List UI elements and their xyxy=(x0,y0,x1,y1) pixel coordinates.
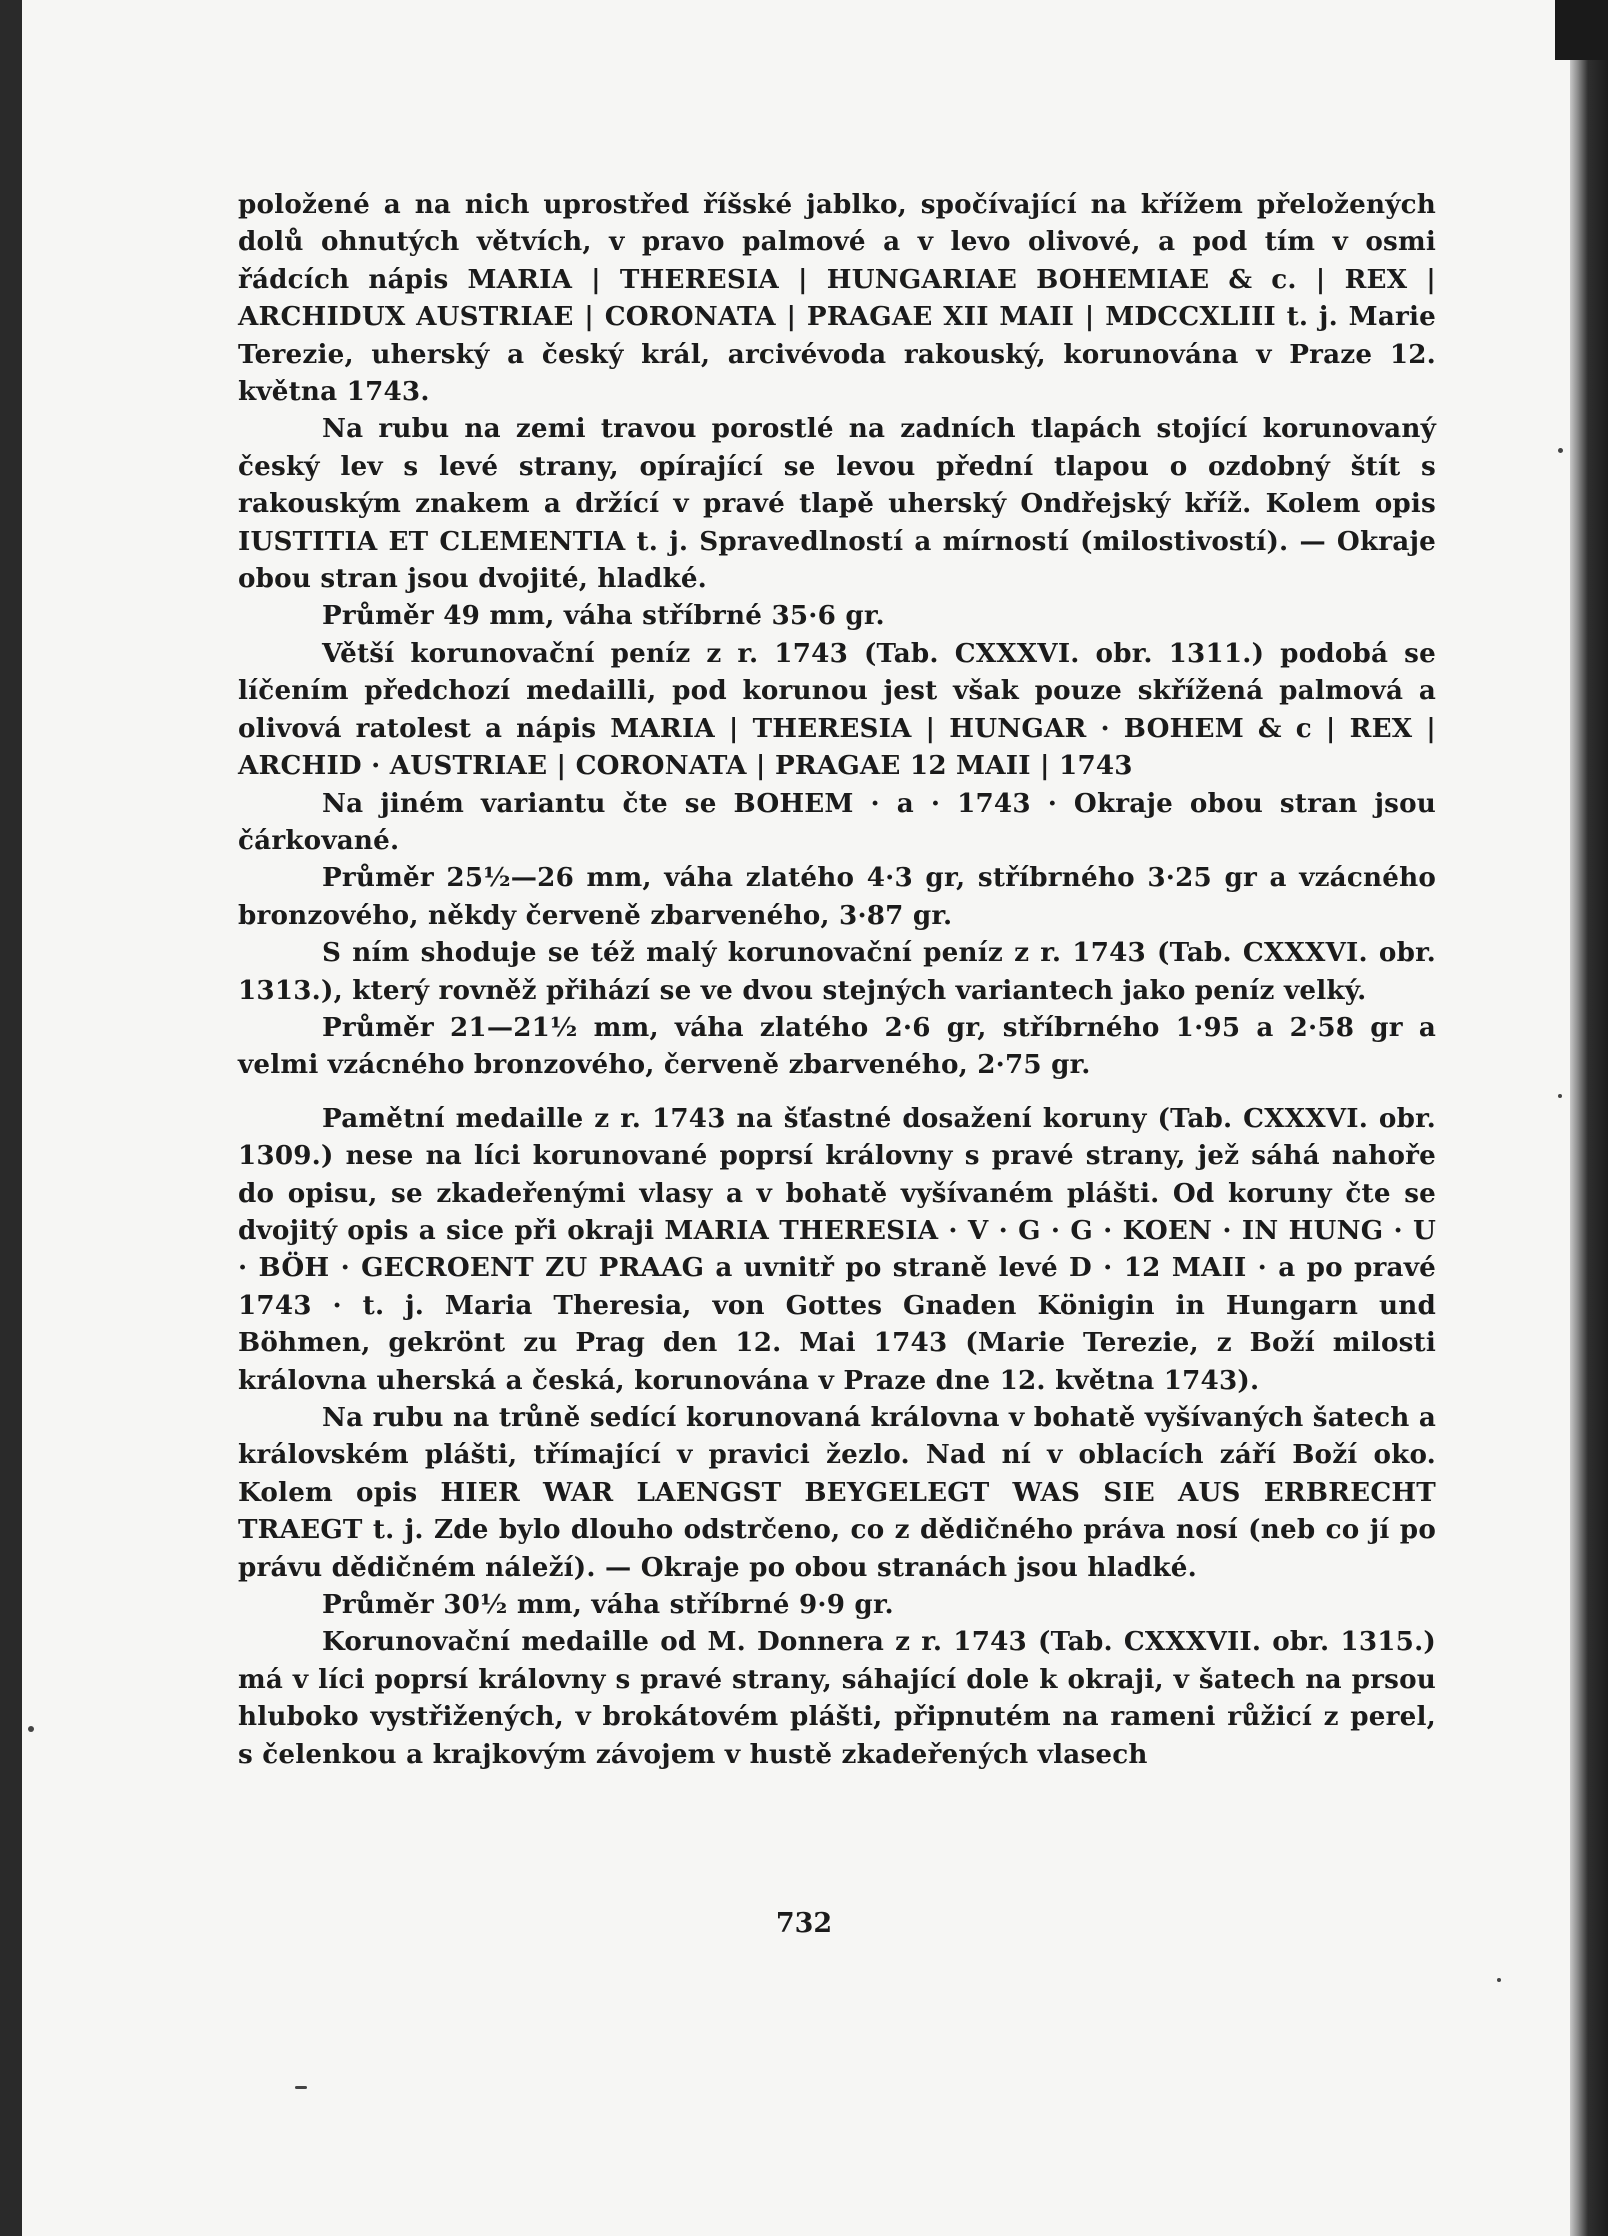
body-text xyxy=(238,186,1436,1773)
page-edge-shadow xyxy=(1570,0,1608,2236)
paragraph-11: Průměr 30½ mm, váha stříbrné 9·9 gr. xyxy=(322,1589,894,1621)
scan-speck xyxy=(1497,1978,1501,1982)
paragraph-4: Větší korunovační peníz z r. 1743 (Tab. CXXXVI. obr. 1311.) podobá se líčením předchozí medailli, pod korunou jest však pouze skřížená palmová a olivová ratolest a nápis MARIA | THERESIA | HUNGAR · BOHEM & c | REX | ARCHID · AUSTRIAE | CORONATA | PRAGAE 12 MAII | 1743 xyxy=(238,637,1436,782)
paragraph-3: Průměr 49 mm, váha stříbrné 35·6 gr. xyxy=(322,600,885,632)
paragraph-2: Na rubu na zemi travou porostlé na zadních tlapách stojící korunovaný český lev s levé strany, opírající se levou přední tlapou o ozdobný štít s rakouským znakem a držící v pravé tlapě uherský Ondřejský kříž. Kolem opis IUSTITIA ET CLEMENTIA t. j. Spravedlností a mírností (milostivostí). — Okraje obou stran jsou dvojité, hladké. xyxy=(238,413,1436,595)
paragraph-6: Průměr 25½—26 mm, váha zlatého 4·3 gr, stříbrného 3·25 gr a vzácného bronzového, někdy červeně zbarveného, 3·87 gr. xyxy=(238,862,1436,931)
scan-speck xyxy=(28,1726,34,1732)
scan-border xyxy=(1555,0,1608,60)
page-number: 732 xyxy=(775,1908,833,1939)
paragraph-9: Pamětní medaille z r. 1743 na šťastné dosažení koruny (Tab. CXXXVI. obr. 1309.) nese na líci korunované poprsí královny s pravé strany, jež sáhá nahoře do opisu, se zkadeřenými vlasy a v bohatě vyšívaném plášti. Od koruny čte se dvojitý opis a sice při okraji MARIA THERESIA · V · G · G · KOEN · IN HUNG · U · BÖH · GECROENT ZU PRAAG a uvnitř po straně levé D · 12 MAII · a po pravé 1743 · t. j. Maria Theresia, von Gottes Gnaden Königin in Hungarn und Böhmen, gekrönt zu Prag den 12. Mai 1743 (Marie Terezie, z Boží milosti královna uherská a česká, korunována v Praze dne 12. května 1743). xyxy=(238,1102,1436,1396)
paragraph-7: S ním shoduje se též malý korunovační peníz z r. 1743 (Tab. CXXXVI. obr. 1313.), který rovněž přihází se ve dvou stejných variantech jako peníz velký. xyxy=(238,937,1436,1006)
paragraph-10: Na rubu na trůně sedící korunovaná královna v bohatě vyšívaných šatech a královském plášti, třímající v pravici žezlo. Nad ní v oblacích září Boží oko. Kolem opis HIER WAR LAENGST BEYGELEGT WAS SIE AUS ERBRECHT TRAEGT t. j. Zde bylo dlouho odstrčeno, co z dědičného práva nosí (neb co jí po právu dědičném náleží). — Okraje po obou stranách jsou hladké. xyxy=(238,1402,1436,1583)
scan-speck xyxy=(1558,448,1563,453)
scan-speck xyxy=(295,2086,307,2089)
paragraph-8: Průměr 21—21½ mm, váha zlatého 2·6 gr, stříbrného 1·95 a 2·58 gr a velmi vzácného bronzového, červeně zbarveného, 2·75 gr. xyxy=(238,1011,1436,1081)
scan-speck xyxy=(1558,1094,1562,1098)
paragraph-5: Na jiném variantu čte se BOHEM · a · 1743 · Okraje obou stran jsou čárkované. xyxy=(238,787,1436,856)
paragraph-12: Korunovační medaille od M. Donnera z r. 1743 (Tab. CXXXVII. obr. 1315.) má v líci poprsí královny s pravé strany, sáhající dole k okraji, v šatech na prsou hluboko vystřižených, v brokátovém plášti, připnutém na rameni růžicí z perel, s čelenkou a krajkovým závojem v hustě zkadeřených vlasech xyxy=(238,1626,1436,1770)
paragraph-1: položené a na nich uprostřed říšské jablko, spočívající na křížem přeložených dolů ohnutých větvích, v pravo palmové a v levo olivové, a pod tím v osmi řádcích nápis MARIA | THERESIA | HUNGARIAE BOHEMIAE & c. | REX | ARCHIDUX AUSTRIAE | CORONATA | PRAGAE XII MAII | MDCCXLIII t. j. Marie Terezie, uherský a český král, arcivévoda rakouský, korunována v Praze 12. května 1743. xyxy=(238,189,1436,408)
